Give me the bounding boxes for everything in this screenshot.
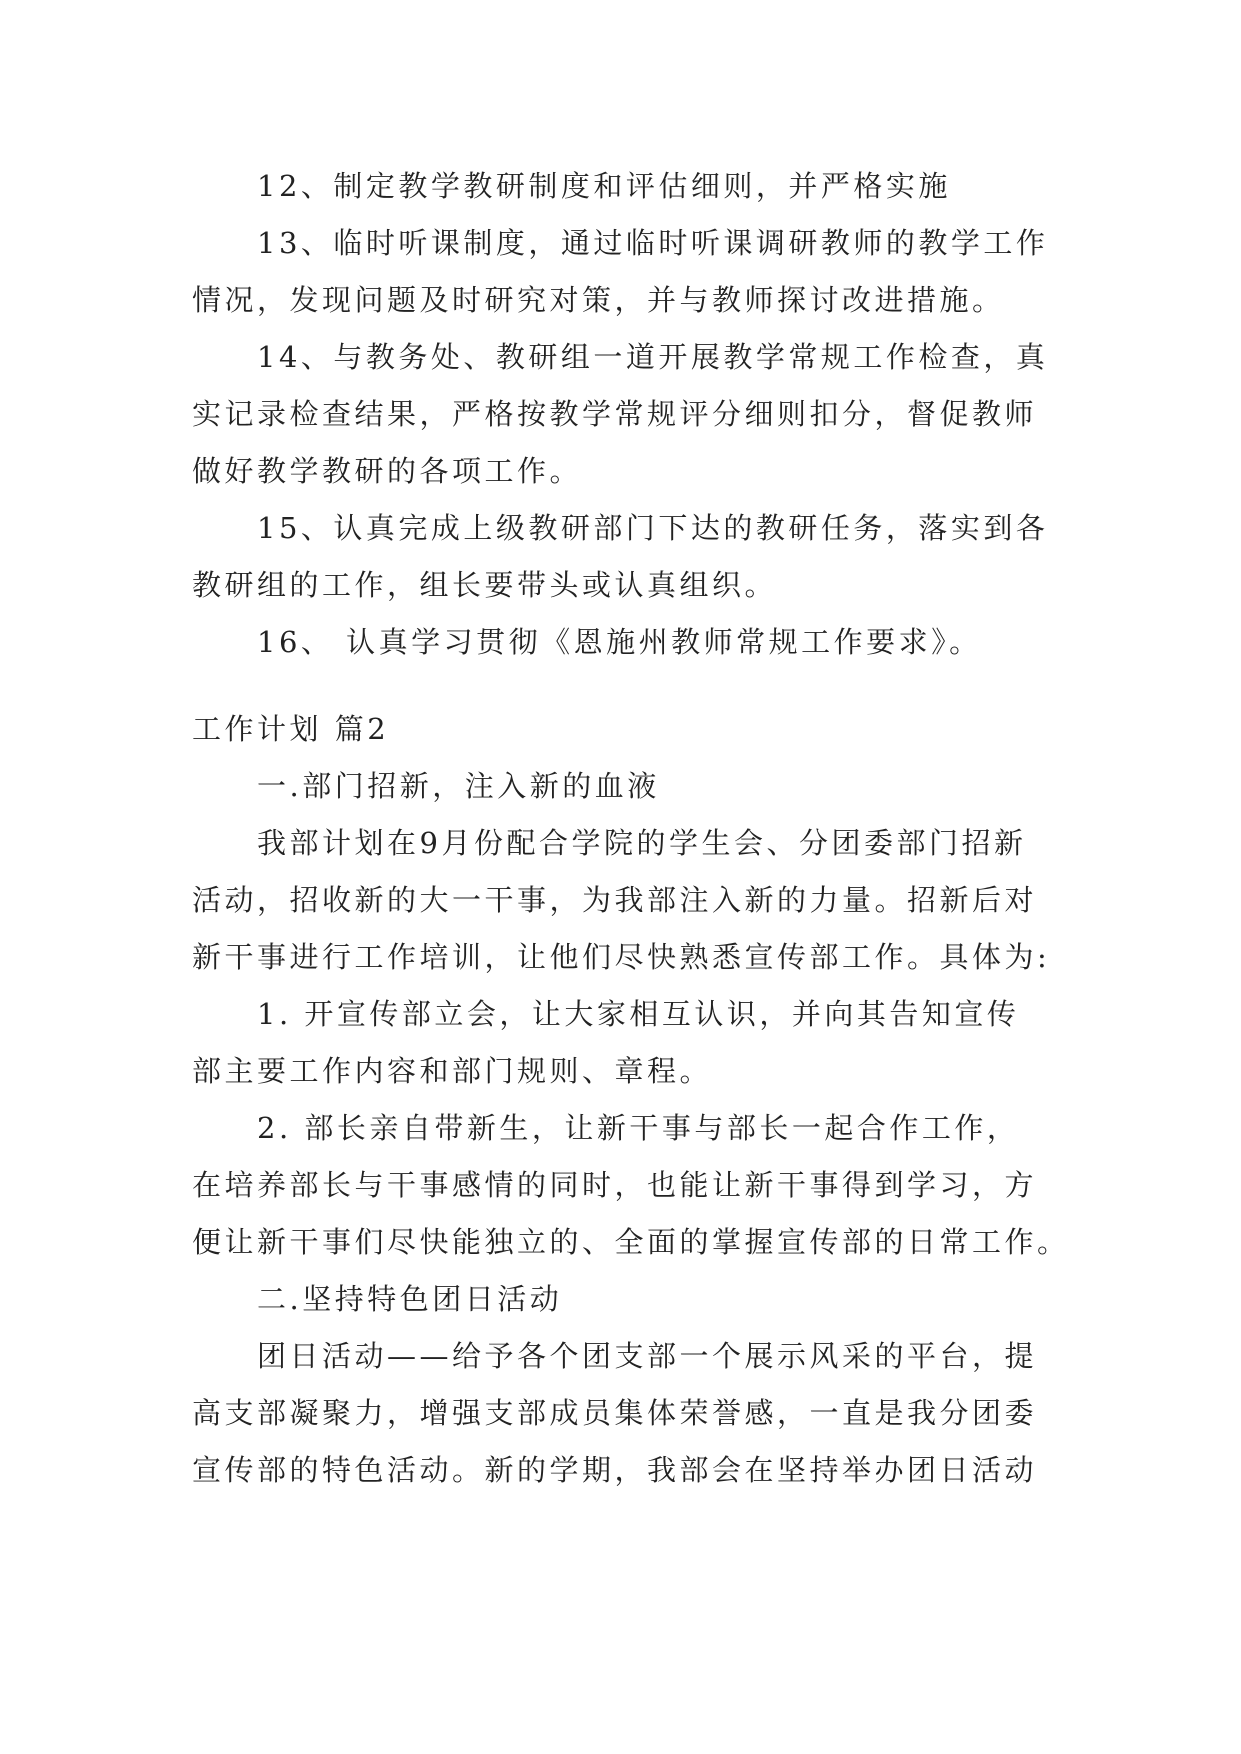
text-line: 宣传部的特色活动。新的学期，我部会在坚持举办团日活动 <box>192 1453 1038 1487</box>
text-line: 一.部门招新，注入新的血液 <box>257 769 660 803</box>
text-line: 实记录检查结果，严格按教学常规评分细则扣分，督促教师 <box>192 397 1038 431</box>
text-line: 14、与教务处、教研组一道开展教学常规工作检查，真 <box>257 340 1049 374</box>
text-line: 情况，发现问题及时研究对策，并与教师探讨改进措施。 <box>192 283 1005 317</box>
text-line: 团日活动——给予各个团支部一个展示风采的平台，提 <box>257 1339 1038 1373</box>
body-paragraph-2 <box>192 1328 1050 1499</box>
text-line: 15、认真完成上级教研部门下达的教研任务，落实到各 <box>257 511 1049 545</box>
list-item-13 <box>192 215 1050 329</box>
numbered-point-1 <box>192 986 1050 1100</box>
text-line: 在培养部长与干事感情的同时，也能让新干事得到学习，方 <box>192 1168 1038 1202</box>
text-line: 13、临时听课制度，通过临时听课调研教师的教学工作 <box>257 226 1049 260</box>
numbered-point-2 <box>192 1100 1070 1271</box>
subsection-title-2 <box>192 1271 1050 1328</box>
list-item-14 <box>192 329 1050 500</box>
list-item-15 <box>192 500 1050 614</box>
text-line: 部主要工作内容和部门规则、章程。 <box>192 1054 713 1088</box>
body-paragraph-1 <box>192 815 1050 986</box>
text-line: 2. 部长亲自带新生，让新干事与部长一起合作工作， <box>257 1111 1020 1145</box>
text-line: 1. 开宣传部立会，让大家相互认识，并向其告知宣传 <box>257 997 1020 1031</box>
text-line: 活动，招收新的大一干事，为我部注入新的力量。招新后对 <box>192 883 1038 917</box>
text-line: 我部计划在9月份配合学院的学生会、分团委部门招新 <box>257 826 1027 860</box>
text-line: 教研组的工作，组长要带头或认真组织。 <box>192 568 778 602</box>
text-line: 做好教学教研的各项工作。 <box>192 454 583 488</box>
section-heading <box>192 701 1050 758</box>
heading-text: 工作计划 篇2 <box>192 712 390 746</box>
text-line: 便让新干事们尽快能独立的、全面的掌握宣传部的日常工作。 <box>192 1225 1070 1259</box>
list-item-16 <box>192 614 1050 671</box>
list-item-12 <box>192 158 1050 215</box>
text-line: 新干事进行工作培训，让他们尽快熟悉宣传部工作。具体为: <box>192 940 1051 974</box>
subsection-title-1 <box>192 758 1050 815</box>
document-page <box>192 158 1070 1499</box>
text-line: 16、 认真学习贯彻《恩施州教师常规工作要求》。 <box>257 625 982 659</box>
text-line: 高支部凝聚力，增强支部成员集体荣誉感，一直是我分团委 <box>192 1396 1038 1430</box>
text-line: 二.坚持特色团日活动 <box>257 1282 563 1316</box>
text-line: 12、制定教学教研制度和评估细则，并严格实施 <box>257 169 951 203</box>
